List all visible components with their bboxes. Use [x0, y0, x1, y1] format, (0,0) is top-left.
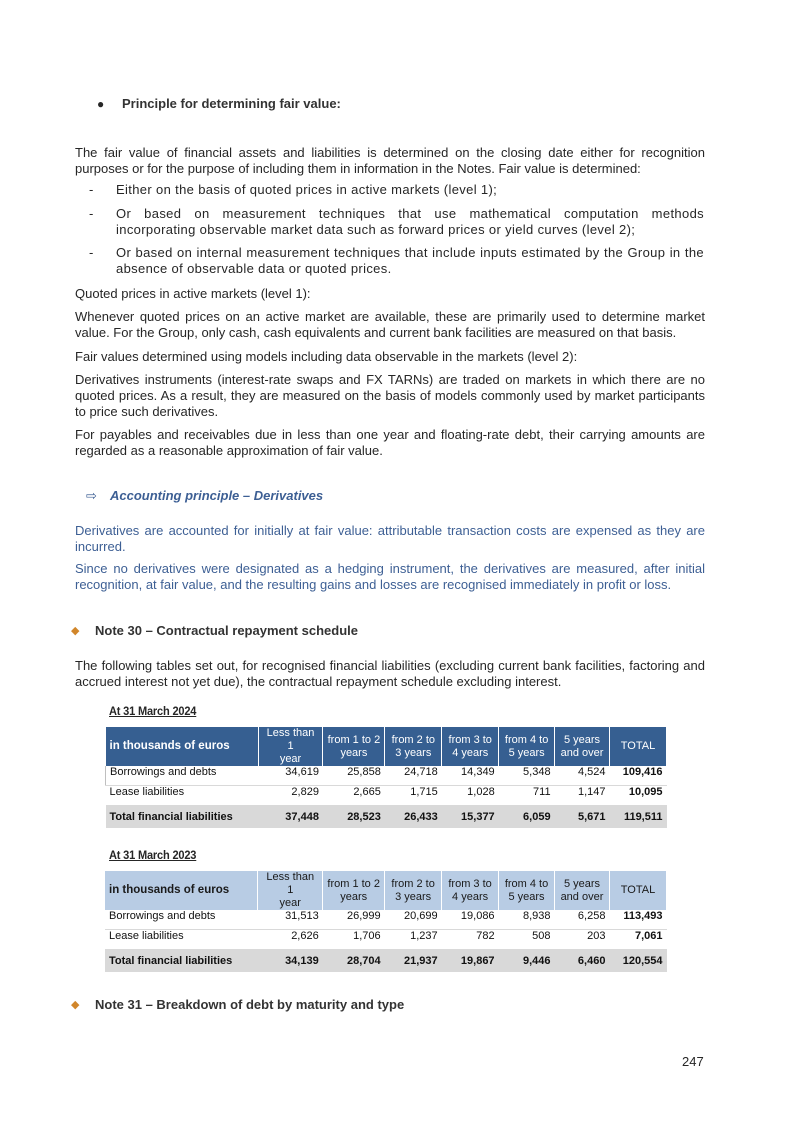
list-item-text: Or based on internal measurement techniques that include inputs estimated by the Group in the absence of observable data or quoted prices.: [116, 245, 704, 276]
table-cell: 508: [499, 930, 555, 950]
column-header: TOTAL: [609, 871, 666, 910]
table-cell: 2,665: [323, 786, 385, 806]
table-cell: 25,858: [323, 766, 385, 786]
table-cell: 20,699: [385, 910, 442, 930]
row-label: Lease liabilities: [105, 930, 258, 950]
level1-body: Whenever quoted prices on an active market are available, these are primarily used to determine market value. For the Group, only cash, cash equivalents and current bank facilities are measured on that basis.: [75, 309, 705, 340]
table-total-row: [105, 950, 667, 973]
table-cell: 2,626: [258, 930, 323, 950]
fair-value-heading: Principle for determining fair value:: [122, 96, 341, 111]
right-arrow-outline-icon: ⇨: [86, 488, 97, 503]
table-2023-title: At 31 March 2023: [109, 848, 197, 862]
table-cell: 5,671: [555, 806, 610, 829]
table-cell: 26,999: [323, 910, 385, 930]
table-cell: 1,147: [555, 786, 610, 806]
table-header-row: [106, 727, 667, 766]
list-item: [89, 206, 704, 237]
column-header: TOTAL: [609, 727, 666, 766]
row-label: Total financial liabilities: [105, 950, 258, 973]
table-cell: 34,139: [258, 950, 323, 973]
table-cell: 2,829: [258, 786, 323, 806]
dash-bullet-icon: -: [89, 245, 94, 260]
repayment-table-2024: [105, 727, 667, 828]
derivatives-paragraph-2: Since no derivatives were designated as a hedging instrument, the derivatives are measured, after initial recognition, at fair value, and the resulting gains and losses are recognised immediately in profit or loss.: [75, 561, 705, 592]
list-item: [89, 245, 704, 276]
column-header: Less than 1 year: [258, 871, 323, 910]
row-label: Lease liabilities: [106, 786, 259, 806]
dash-bullet-icon: -: [89, 206, 94, 221]
row-label: Borrowings and debts: [106, 766, 259, 786]
table-row: [105, 930, 667, 950]
table-cell-total: 109,416: [609, 766, 666, 786]
table-cell: 782: [442, 930, 499, 950]
table-cell: 711: [499, 786, 555, 806]
table-cell: 8,938: [499, 910, 555, 930]
column-header: from 2 to 3 years: [385, 871, 442, 910]
table-cell: 4,524: [555, 766, 610, 786]
table-cell: 28,704: [323, 950, 385, 973]
list-item-text: Or based on measurement techniques that use mathematical computation methods incorporating observable market data such as forward prices or yield curves (level 2);: [116, 206, 704, 237]
derivatives-heading: Accounting principle – Derivatives: [110, 488, 324, 503]
note30-intro: The following tables set out, for recognised financial liabilities (excluding current bank facilities, factoring and accrued interest not yet due), the contractual repayment schedule excluding interest.: [75, 658, 705, 689]
table-cell: 21,937: [385, 950, 442, 973]
fair-value-intro: The fair value of financial assets and liabilities is determined on the closing date either for recognition purposes or for the purpose of including them in information in the Notes. Fair value is determined:: [75, 145, 705, 176]
table-cell: 1,028: [442, 786, 499, 806]
orange-diamond-icon: ◆: [71, 625, 80, 637]
table-cell: 15,377: [442, 806, 499, 829]
table-cell: 6,059: [499, 806, 555, 829]
table-cell: 19,867: [442, 950, 499, 973]
dash-bullet-icon: -: [89, 182, 94, 197]
table-cell: 14,349: [442, 766, 499, 786]
table-cell: 28,523: [323, 806, 385, 829]
note31-heading: Note 31 – Breakdown of debt by maturity and type: [95, 997, 405, 1012]
row-label: Total financial liabilities: [106, 806, 259, 829]
column-header: from 1 to 2 years: [323, 727, 385, 766]
column-header: 5 years and over: [555, 727, 610, 766]
row-label: Borrowings and debts: [105, 910, 258, 930]
table-2024-title: At 31 March 2024: [109, 704, 197, 718]
table-cell: 34,619: [258, 766, 323, 786]
note30-heading: Note 30 – Contractual repayment schedule: [95, 623, 358, 638]
table-cell: 24,718: [385, 766, 442, 786]
column-header: from 4 to 5 years: [499, 871, 555, 910]
table-row: [105, 910, 667, 930]
bullet-dot-icon: ●: [97, 97, 105, 111]
list-item: [89, 182, 704, 198]
table-row: [106, 786, 667, 806]
column-header: from 2 to 3 years: [385, 727, 442, 766]
derivatives-paragraph-1: Derivatives are accounted for initially at fair value: attributable transaction costs are expensed as they are incurred.: [75, 523, 705, 554]
column-header: from 3 to 4 years: [442, 727, 499, 766]
page-number: 247: [682, 1054, 704, 1069]
table-cell: 6,258: [555, 910, 610, 930]
table-cell-total: 7,061: [609, 930, 666, 950]
column-header: in thousands of euros: [105, 871, 258, 910]
table-cell-total: 10,095: [609, 786, 666, 806]
table-cell: 6,460: [555, 950, 610, 973]
table-cell: 9,446: [499, 950, 555, 973]
table-header-row: [105, 871, 667, 910]
table-cell-total: 120,554: [609, 950, 666, 973]
column-header: from 3 to 4 years: [442, 871, 499, 910]
payables-paragraph: For payables and receivables due in less than one year and floating-rate debt, their carrying amounts are regarded as a reasonable approximation of fair value.: [75, 427, 705, 458]
column-header: from 4 to 5 years: [499, 727, 555, 766]
level2-title: Fair values determined using models including data observable in the markets (level 2):: [75, 349, 578, 364]
table-cell: 1,706: [323, 930, 385, 950]
table-cell: 203: [555, 930, 610, 950]
orange-diamond-icon: ◆: [71, 999, 80, 1011]
table-row: [106, 766, 667, 786]
table-cell: 19,086: [442, 910, 499, 930]
column-header: in thousands of euros: [106, 727, 259, 766]
table-total-row: [106, 806, 667, 829]
repayment-table-2023: [105, 871, 667, 972]
column-header: 5 years and over: [555, 871, 610, 910]
table-cell: 5,348: [499, 766, 555, 786]
table-cell: 1,237: [385, 930, 442, 950]
table-cell-total: 119,511: [609, 806, 666, 829]
column-header: from 1 to 2 years: [323, 871, 385, 910]
list-item-text: Either on the basis of quoted prices in active markets (level 1);: [116, 182, 498, 197]
level2-body: Derivatives instruments (interest-rate swaps and FX TARNs) are traded on markets in which there are no quoted prices. As a result, they are measured on the basis of models commonly used by market participants to price such derivatives.: [75, 372, 705, 419]
table-cell: 1,715: [385, 786, 442, 806]
level1-title: Quoted prices in active markets (level 1):: [75, 286, 311, 301]
table-cell-total: 113,493: [609, 910, 666, 930]
column-header: Less than 1 year: [258, 727, 323, 766]
table-cell: 37,448: [258, 806, 323, 829]
table-cell: 26,433: [385, 806, 442, 829]
table-cell: 31,513: [258, 910, 323, 930]
